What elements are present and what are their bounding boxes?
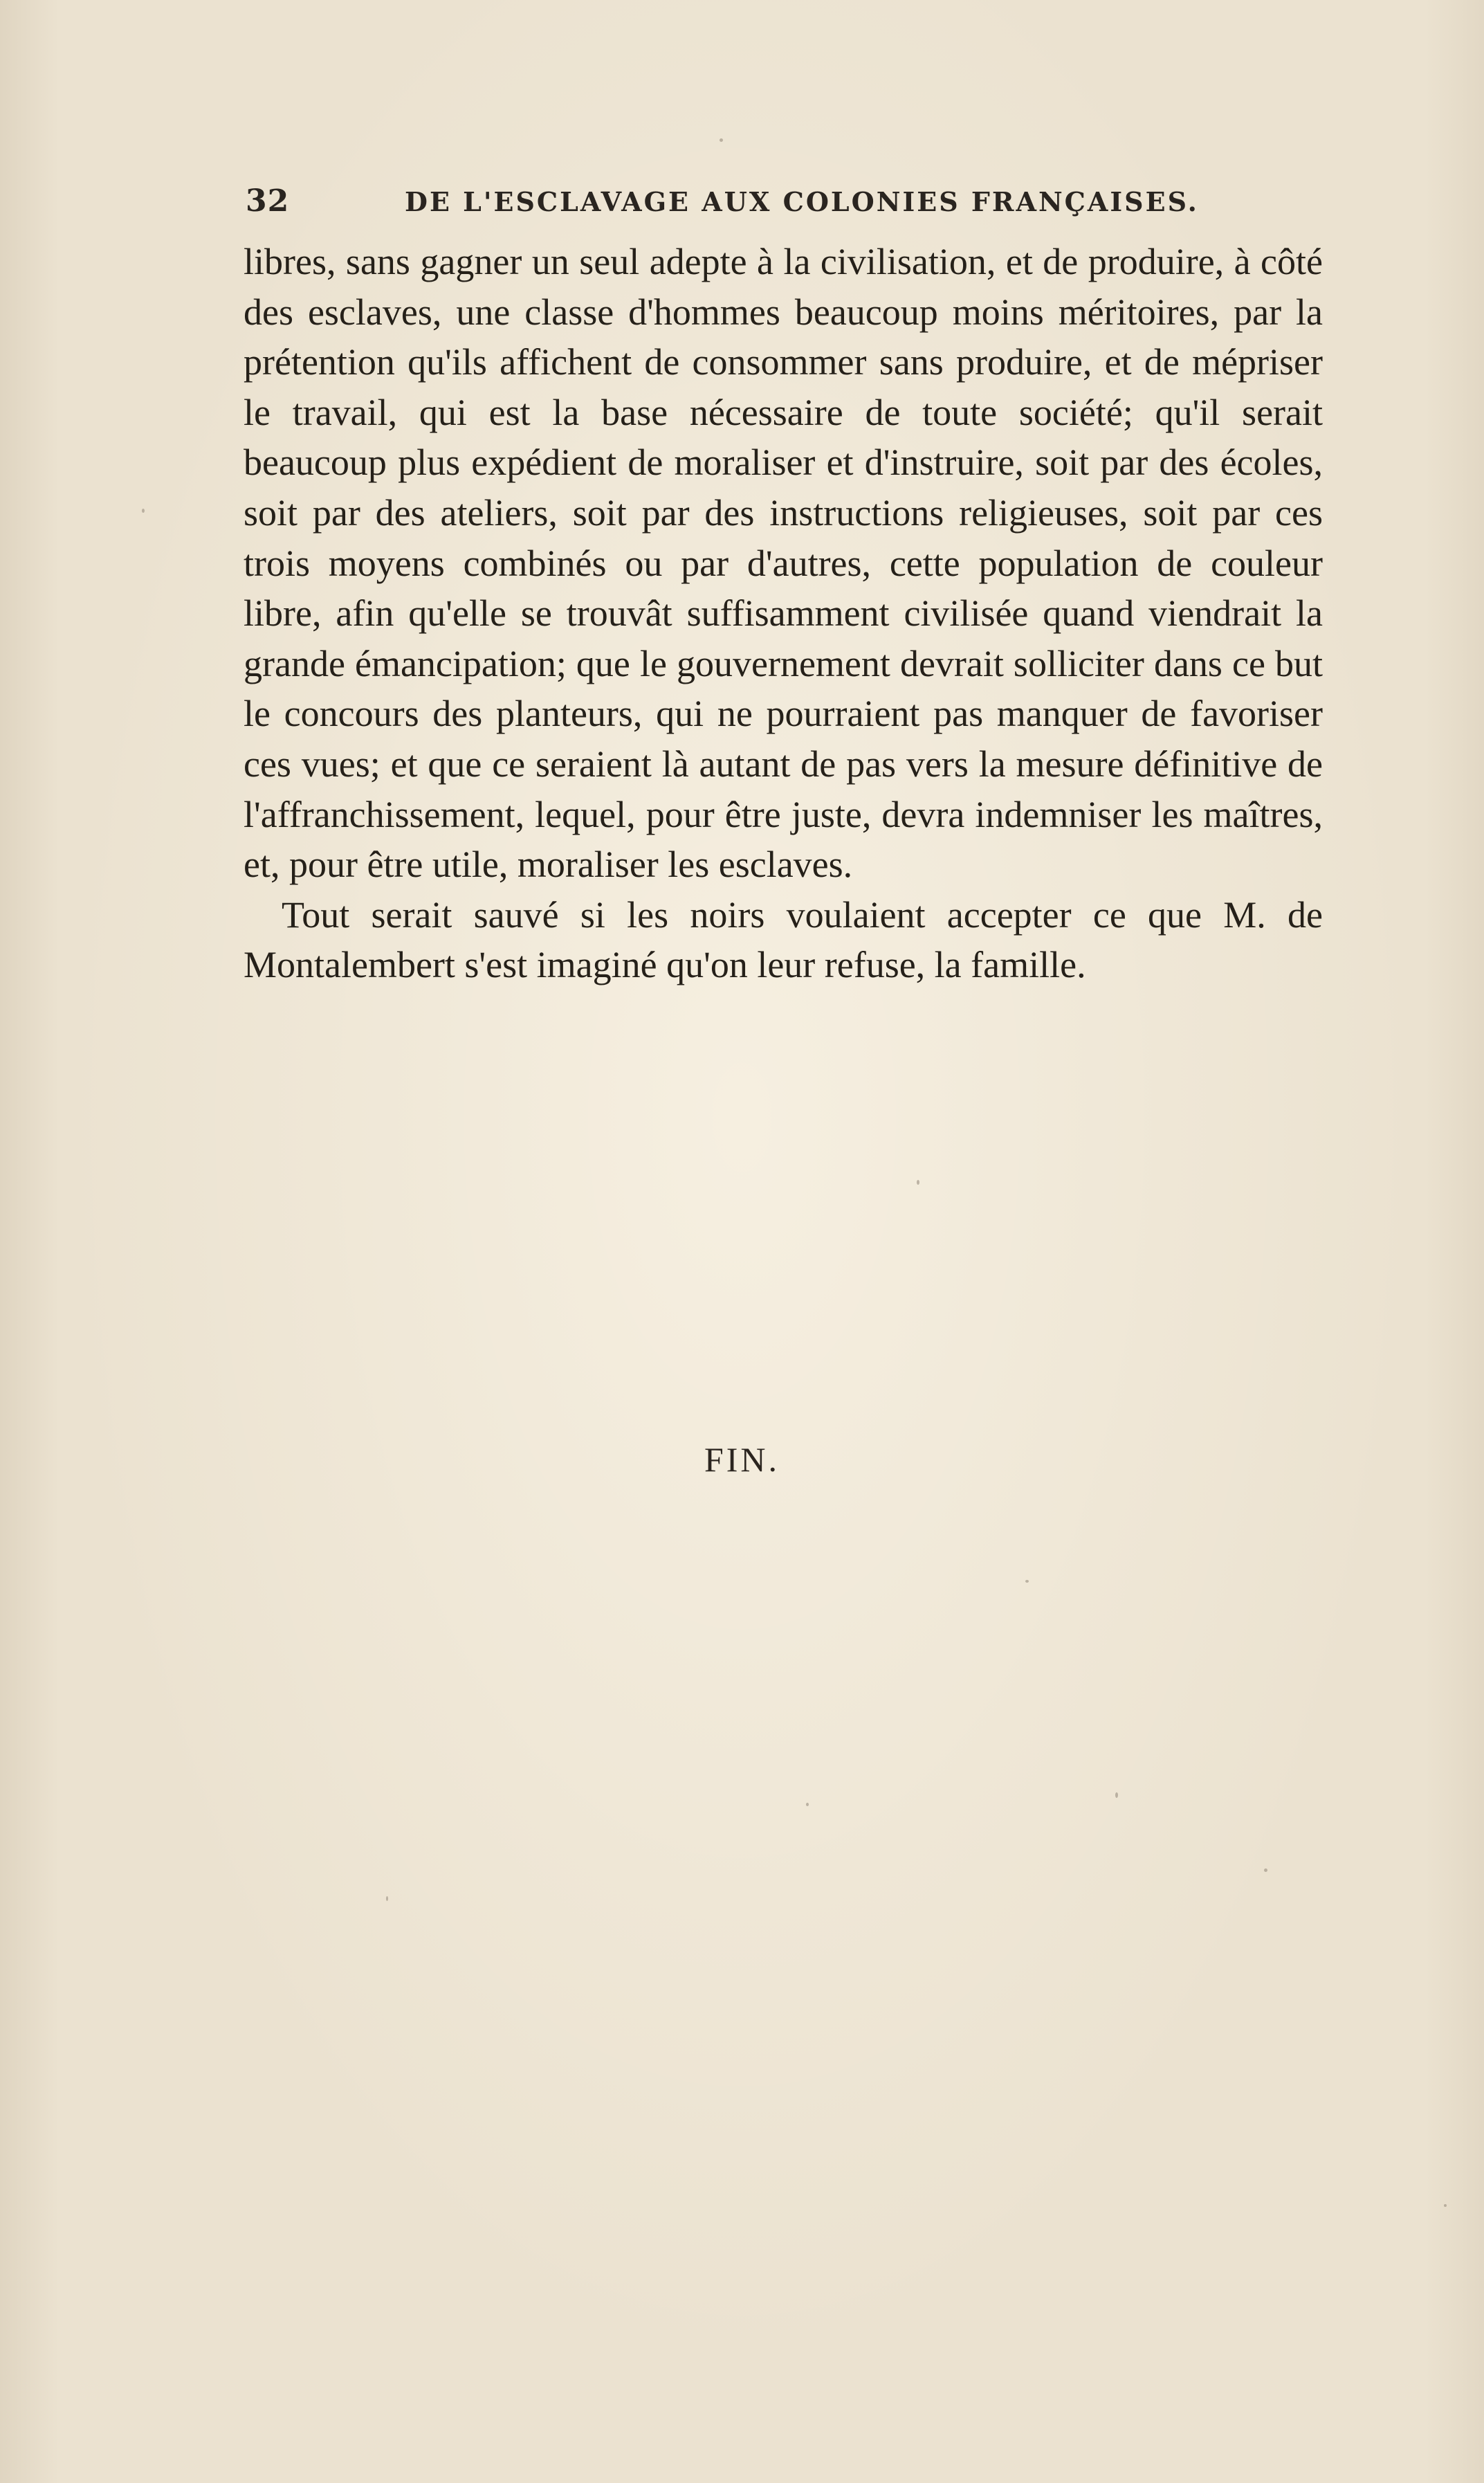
paper-speck [1444,2204,1447,2207]
page-number: 32 [246,183,290,219]
paper-speck [1025,1580,1029,1583]
paper-speck [1115,1792,1118,1798]
paper-speck [806,1803,809,1806]
paragraph-continued: libres, sans gagner un seul adepte à la civilisation, et de produire, à côté des esclaves, une classe d'hommes beaucoup moins méritoires, par la prétention qu'ils affichent de consommer sans produire, et de mépriser le travail, qui est la base nécessaire de toute société; qu'il serait beaucoup plus expédient de moraliser et d'instruire, soit par des écoles, soit par des ateliers, soit par des instructions religieuses, soit par ces trois moyens combinés ou par d'autres, cette population de couleur libre, afin qu'elle se trouvât suffisamment civilisée quand viendrait la grande émancipation; que le gouvernement devrait solliciter dans ce but le concours des planteurs, qui ne pourraient pas manquer de favoriser ces vues; et que ce seraient là autant de pas vers la mesure définitive de l'affranchissement, lequel, pour être juste, devra indemniser les maîtres, et, pour être utile, moraliser les esclaves. [244,241,1323,886]
running-title: DE L'ESCLAVAGE AUX COLONIES FRANÇAISES. [405,186,1199,217]
paper-speck [917,1180,919,1185]
paragraph-final: Tout serait sauvé si les noirs voulaient accepter ce que M. de Montalembert s'est imaginé qu'on leur refuse, la famille. [244,893,1323,986]
paper-speck [142,509,145,513]
paper-speck [1264,1868,1267,1872]
end-mark: FIN. [704,1440,780,1479]
paper-speck [386,1896,388,1901]
body-text [244,237,1323,990]
paper-speck [720,138,723,142]
running-head [246,183,1321,232]
